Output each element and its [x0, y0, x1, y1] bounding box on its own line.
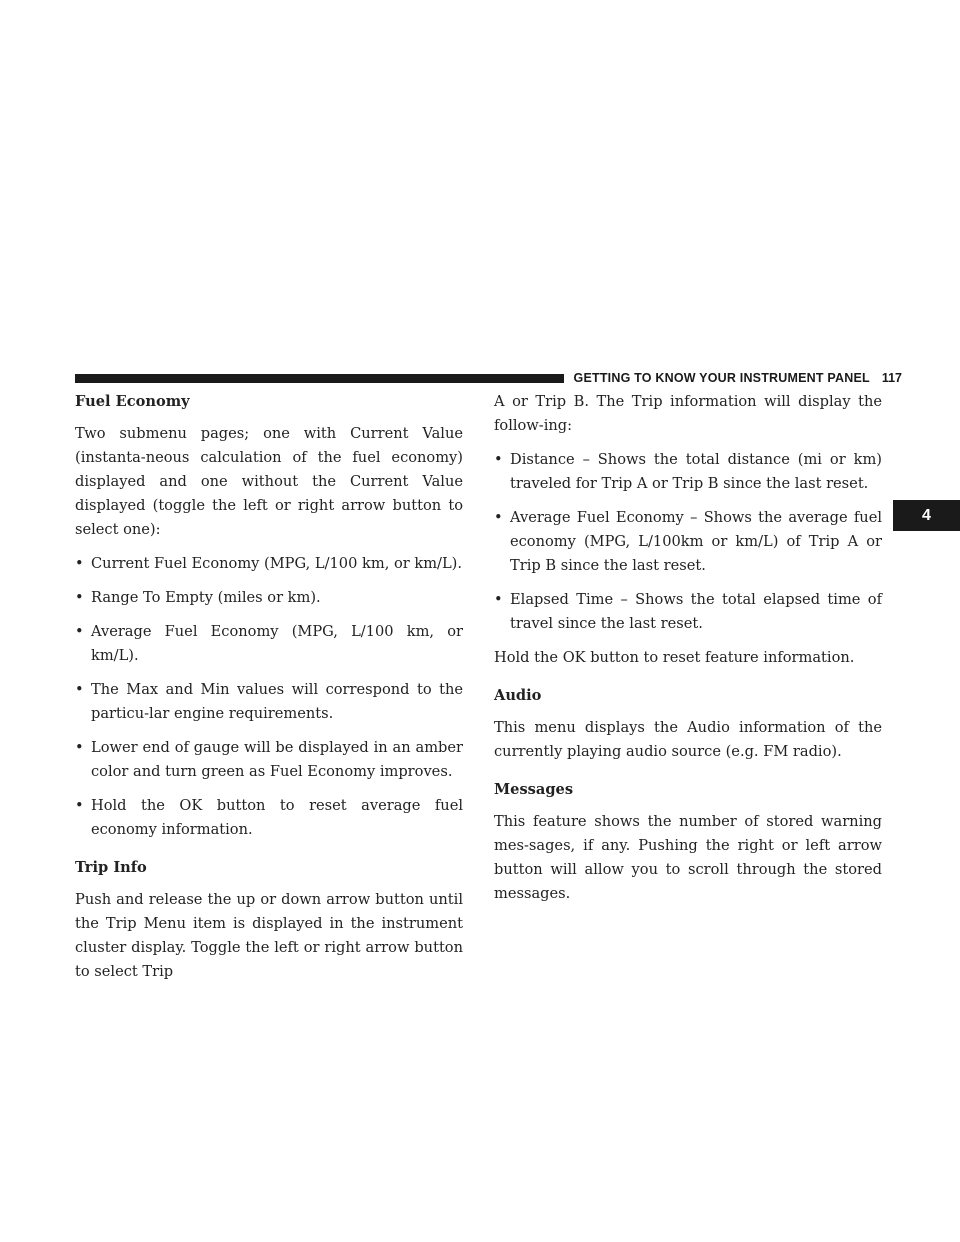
trip-info-list [494, 448, 882, 636]
trip-info-text: Push and release the up or down arrow button until the Trip Menu item is displayed in the instrument cluster display. Toggle the left or right arrow button to select Trip [75, 891, 463, 980]
messages-heading: Messages [494, 781, 574, 798]
section-title: GETTING TO KNOW YOUR INSTRUMENT PANEL [573, 371, 870, 385]
chapter-tab: 4 [893, 500, 960, 531]
messages-text: This feature shows the number of stored warning mes-sages, if any. Pushing the right or left arrow button will allow you to scroll through the stored messages. [494, 813, 882, 902]
list-item: • Hold the OK button to reset average fuel economy information. [75, 794, 463, 842]
list-item: • The Max and Min values will correspond to the particu-lar engine requirements. [75, 678, 463, 726]
list-item: • Elapsed Time – Shows the total elapsed time of travel since the last reset. [494, 588, 882, 636]
list-item: • Average Fuel Economy (MPG, L/100 km, or km/L). [75, 620, 463, 668]
right-column [494, 390, 882, 916]
hold-ok-text: Hold the OK button to reset feature information. [494, 649, 855, 666]
trip-info-continued: A or Trip B. The Trip information will display the follow-ing: [494, 393, 882, 434]
audio-heading: Audio [494, 687, 542, 704]
left-column [75, 390, 463, 994]
trip-info-heading: Trip Info [75, 859, 147, 876]
page-header [75, 370, 960, 386]
list-item: • Range To Empty (miles or km). [75, 586, 463, 610]
list-item: • Distance – Shows the total distance (mi or km) traveled for Trip A or Trip B since the last reset. [494, 448, 882, 496]
list-item: • Current Fuel Economy (MPG, L/100 km, or km/L). [75, 552, 463, 576]
list-item: • Average Fuel Economy – Shows the average fuel economy (MPG, L/100km or km/L) of Trip A or Trip B since the last reset. [494, 506, 882, 578]
page-number: 117 [881, 371, 902, 385]
fuel-economy-heading: Fuel Economy [75, 393, 190, 410]
fuel-economy-intro: Two submenu pages; one with Current Value (instanta-neous calculation of the fuel economy) displayed and one without the Current Value displayed (toggle the left or right arrow button to select one): [75, 425, 463, 538]
fuel-economy-list [75, 552, 463, 842]
header-rule [75, 374, 564, 383]
list-item: • Lower end of gauge will be displayed in an amber color and turn green as Fuel Economy improves. [75, 736, 463, 784]
audio-text: This menu displays the Audio information of the currently playing audio source (e.g. FM radio). [494, 719, 882, 760]
